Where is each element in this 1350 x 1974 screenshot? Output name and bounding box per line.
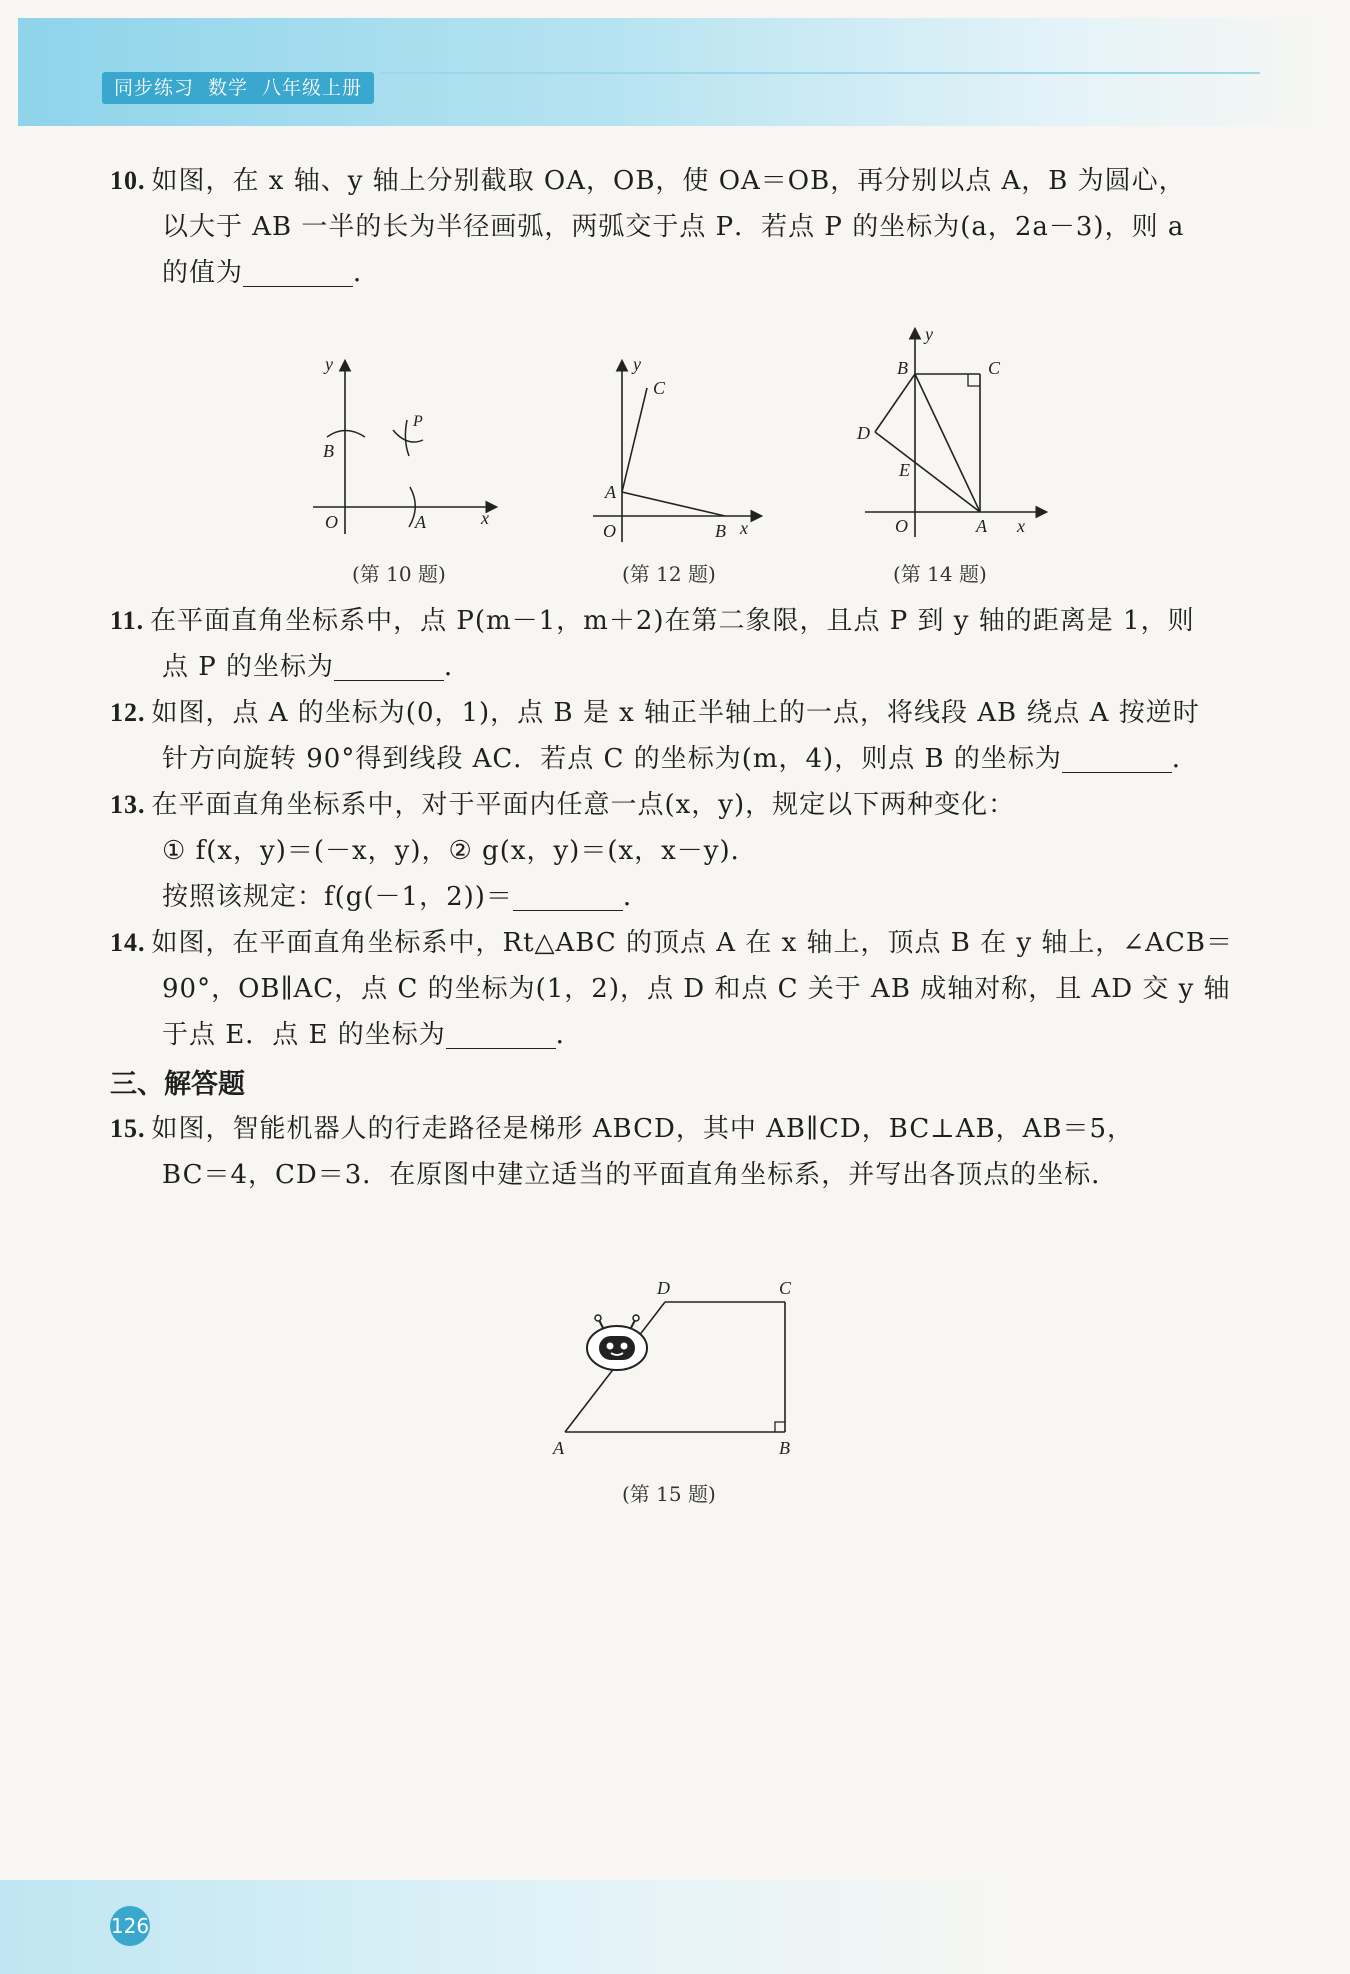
header-book: 同步练习 bbox=[114, 77, 195, 99]
answer-blank[interactable] bbox=[334, 650, 444, 681]
point-label-a: A bbox=[976, 516, 987, 536]
figure-14-diagram bbox=[855, 322, 1055, 547]
question-12 bbox=[110, 690, 1240, 782]
point-label-o: O bbox=[325, 512, 338, 532]
answer-blank[interactable] bbox=[446, 1018, 556, 1049]
point-label-d: D bbox=[857, 423, 870, 443]
question-text: ① f(x，y)＝(－x，y)，② g(x，y)＝(x，x－y)． bbox=[162, 836, 758, 866]
point-label-c: C bbox=[653, 378, 666, 398]
question-text: 按照该规定：f(g(－1，2))＝ bbox=[162, 882, 513, 912]
point-label-d: D bbox=[657, 1278, 670, 1298]
answer-blank[interactable] bbox=[243, 256, 353, 287]
question-text: 如图，智能机器人的行走路径是梯形 ABCD，其中 AB∥CD，BC⊥AB，AB＝5， bbox=[151, 1114, 1135, 1144]
question-11 bbox=[110, 598, 1240, 690]
section-heading: 三、解答题 bbox=[110, 1069, 245, 1100]
question-text: 90°，OB∥AC，点 C 的坐标为(1，2)，点 D 和点 C 关于 AB 成轴对称，且 AD 交 y 轴 bbox=[162, 974, 1231, 1004]
question-10 bbox=[110, 158, 1240, 296]
question-number: 14. bbox=[110, 928, 146, 957]
question-text: 于点 E．点 E 的坐标为 bbox=[162, 1020, 446, 1050]
page-number: 126 bbox=[110, 1906, 150, 1946]
point-label-p: P bbox=[413, 413, 423, 430]
answer-blank[interactable] bbox=[513, 880, 623, 911]
point-label-b: B bbox=[323, 441, 334, 461]
point-label-o: O bbox=[895, 516, 908, 536]
question-text-row bbox=[110, 250, 1240, 296]
axis-label-x: x bbox=[1017, 516, 1025, 536]
figure-15-diagram bbox=[545, 1270, 815, 1460]
question-text: ． bbox=[622, 882, 650, 912]
header-rule bbox=[380, 72, 1260, 74]
axis-label-x: x bbox=[481, 508, 489, 528]
point-label-c: C bbox=[779, 1278, 792, 1298]
point-label-a: A bbox=[605, 482, 616, 502]
question-number: 15. bbox=[110, 1114, 146, 1143]
point-label-a: A bbox=[415, 512, 426, 532]
figure-10-diagram bbox=[305, 352, 505, 542]
axis-label-y: y bbox=[633, 354, 641, 374]
question-text: BC＝4，CD＝3．在原图中建立适当的平面直角坐标系，并写出各顶点的坐标． bbox=[162, 1160, 1119, 1190]
question-text: ． bbox=[444, 652, 472, 682]
robot-icon bbox=[587, 1315, 647, 1370]
header-grade: 八年级上册 bbox=[262, 77, 363, 99]
point-label-b: B bbox=[715, 521, 726, 541]
question-text: 如图，点 A 的坐标为(0，1)，点 B 是 x 轴正半轴上的一点，将线段 AB 绕点 A 按逆时 bbox=[151, 698, 1200, 728]
question-text: ． bbox=[353, 258, 381, 288]
question-text-row bbox=[110, 1012, 1240, 1058]
point-label-b: B bbox=[897, 358, 908, 378]
point-label-o: O bbox=[603, 521, 616, 541]
question-text: 点 P 的坐标为 bbox=[162, 652, 335, 682]
question-text-row bbox=[110, 736, 1240, 782]
question-text: 以大于 AB 一半的长为半径画弧，两弧交于点 P．若点 P 的坐标为(a，2a－3)，则 a bbox=[162, 212, 1185, 242]
question-15 bbox=[110, 1106, 1240, 1198]
figure-15-caption: (第 15 题) bbox=[622, 1482, 716, 1506]
question-text: 在平面直角坐标系中，对于平面内任意一点(x，y)，规定以下两种变化： bbox=[151, 790, 1016, 820]
question-number: 12. bbox=[110, 698, 146, 727]
axis-label-x: x bbox=[740, 518, 748, 538]
header-tag bbox=[102, 72, 374, 104]
question-14 bbox=[110, 920, 1240, 1058]
question-text: 在平面直角坐标系中，点 P(m－1，m＋2)在第二象限，且点 P 到 y 轴的距离是 1，则 bbox=[150, 606, 1195, 636]
footer-band bbox=[0, 1880, 1350, 1974]
figure-12-caption: (第 12 题) bbox=[622, 562, 716, 586]
question-13 bbox=[110, 782, 1240, 920]
question-text: ． bbox=[555, 1020, 583, 1050]
point-label-e: E bbox=[899, 460, 910, 480]
figure-14-caption: (第 14 题) bbox=[893, 562, 987, 586]
point-label-a: A bbox=[553, 1438, 564, 1458]
axis-label-y: y bbox=[325, 354, 333, 374]
question-number: 10. bbox=[110, 166, 146, 195]
question-text-row bbox=[110, 874, 1240, 920]
question-number: 13. bbox=[110, 790, 146, 819]
question-text: ． bbox=[1171, 744, 1199, 774]
question-text-row bbox=[110, 644, 1240, 690]
header-subject: 数学 bbox=[208, 77, 249, 99]
figure-12-diagram bbox=[585, 350, 765, 545]
answer-blank[interactable] bbox=[1062, 742, 1172, 773]
question-text: 如图，在 x 轴、y 轴上分别截取 OA，OB，使 OA＝OB，再分别以点 A，B 为圆心， bbox=[151, 166, 1186, 196]
question-text: 的值为 bbox=[162, 258, 244, 288]
point-label-c: C bbox=[988, 358, 1001, 378]
question-number: 11. bbox=[110, 606, 145, 635]
axis-label-y: y bbox=[925, 324, 933, 344]
figure-10-caption: (第 10 题) bbox=[352, 562, 446, 586]
question-text: 如图，在平面直角坐标系中，Rt△ABC 的顶点 A 在 x 轴上，顶点 B 在 y 轴上，∠ACB＝ bbox=[151, 928, 1233, 958]
point-label-b: B bbox=[779, 1438, 790, 1458]
question-text: 针方向旋转 90°得到线段 AC．若点 C 的坐标为(m，4)，则点 B 的坐标为 bbox=[162, 744, 1062, 774]
